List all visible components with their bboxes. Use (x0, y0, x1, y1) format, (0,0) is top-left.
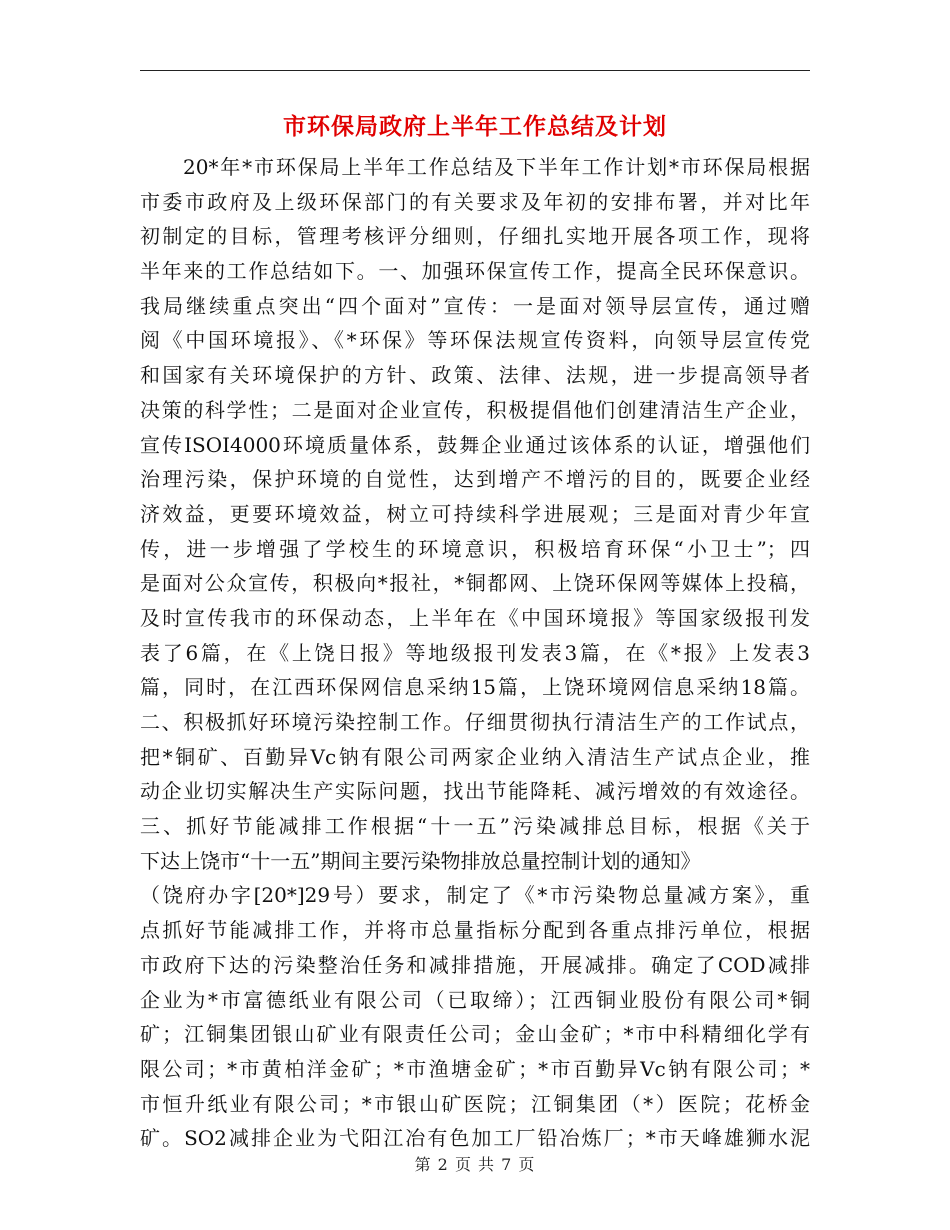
body-line: 半年来的工作总结如下。一、加强环保宣传工作，提高全民环保意识。 (140, 259, 810, 284)
body-line: 矿；江铜集团银山矿业有限责任公司；金山金矿；*市中科精细化学有 (140, 1022, 810, 1047)
body-line: 矿。SO2减排企业为弋阳江冶有色加工厂铅冶炼厂；*市天峰雄狮水泥 (140, 1126, 810, 1151)
body-line: 20*年*市环保局上半年工作总结及下半年工作计划*市环保局根据 (183, 155, 810, 179)
body-line: 我局继续重点突出“四个面对”宣传：一是面对领导层宣传，通过赠 (140, 293, 810, 318)
body-line: 市委市政府及上级环保部门的有关要求及年初的安排布署，并对比年 (140, 189, 810, 214)
body-line: 三、抓好节能减排工作根据“十一五”污染减排总目标，根据《关于 (140, 814, 810, 839)
body-line: 二、积极抓好环境污染控制工作。仔细贯彻执行清洁生产的工作试点， (140, 710, 810, 734)
body-line: 治理污染，保护环境的自觉性，达到增产不增污的目的，既要企业经 (140, 467, 810, 492)
body-line: （饶府办字[20*]29号）要求，制定了《*市污染物总量减方案》，重 (140, 883, 810, 908)
page-number: 第 2 页 共 7 页 (414, 1155, 536, 1174)
body-line: 决策的科学性；二是面对企业宣传，积极提倡他们创建清洁生产企业， (140, 397, 810, 422)
body-line: 初制定的目标，管理考核评分细则，仔细扎实地开展各项工作，现将 (140, 224, 810, 249)
body-line: 阅《中国环境报》、《*环保》等环保法规宣传资料，向领导层宣传党 (140, 328, 810, 353)
body-line: 点抓好节能减排工作，并将市总量指标分配到各重点排污单位，根据 (140, 918, 810, 943)
body-line: 是面对公众宣传，积极向*报社，*铜都网、上饶环保网等媒体上投稿， (140, 571, 810, 596)
body-line: 济效益，更要环境效益，树立可持续科学进展观；三是面对青少年宣 (140, 501, 810, 526)
body-line: 下达上饶市“十一五”期间主要污染物排放总量控制计划的通知》 (140, 848, 701, 873)
document-title: 市环保局政府上半年工作总结及计划 (283, 113, 667, 140)
body-line: 和国家有关环境保护的方针、政策、法律、法规，进一步提高领导者 (140, 363, 810, 388)
document-body (140, 150, 810, 1156)
header-rule (140, 70, 810, 71)
body-line: 篇，同时，在江西环保网信息采纳15篇，上饶环境网信息采纳18篇。 (140, 675, 810, 700)
body-line: 及时宣传我市的环保动态，上半年在《中国环境报》等国家级报刊发 (140, 605, 810, 630)
body-line: 表了6篇，在《上饶日报》等地级报刊发表3篇，在《*报》上发表3 (140, 640, 810, 665)
body-line: 动企业切实解决生产实际问题，找出节能降耗、减污增效的有效途径。 (140, 779, 810, 804)
body-line: 宣传ISOI4000环境质量体系，鼓舞企业通过该体系的认证，增强他们 (140, 432, 810, 457)
body-line: 企业为*市富德纸业有限公司（已取缔）；江西铜业股份有限公司*铜 (140, 987, 810, 1012)
body-line: 市恒升纸业有限公司；*市银山矿医院；江铜集团（*）医院；花桥金 (140, 1091, 810, 1116)
body-line: 限公司；*市黄柏洋金矿；*市渔塘金矿；*市百勤异Vc钠有限公司；* (140, 1056, 810, 1081)
body-line: 把*铜矿、百勤异Vc钠有限公司两家企业纳入清洁生产试点企业，推 (140, 744, 810, 769)
body-line: 市政府下达的污染整治任务和减排措施，开展减排。确定了COD减排 (140, 952, 810, 977)
body-line: 传，进一步增强了学校生的环境意识，积极培育环保“小卫士”；四 (140, 536, 810, 561)
